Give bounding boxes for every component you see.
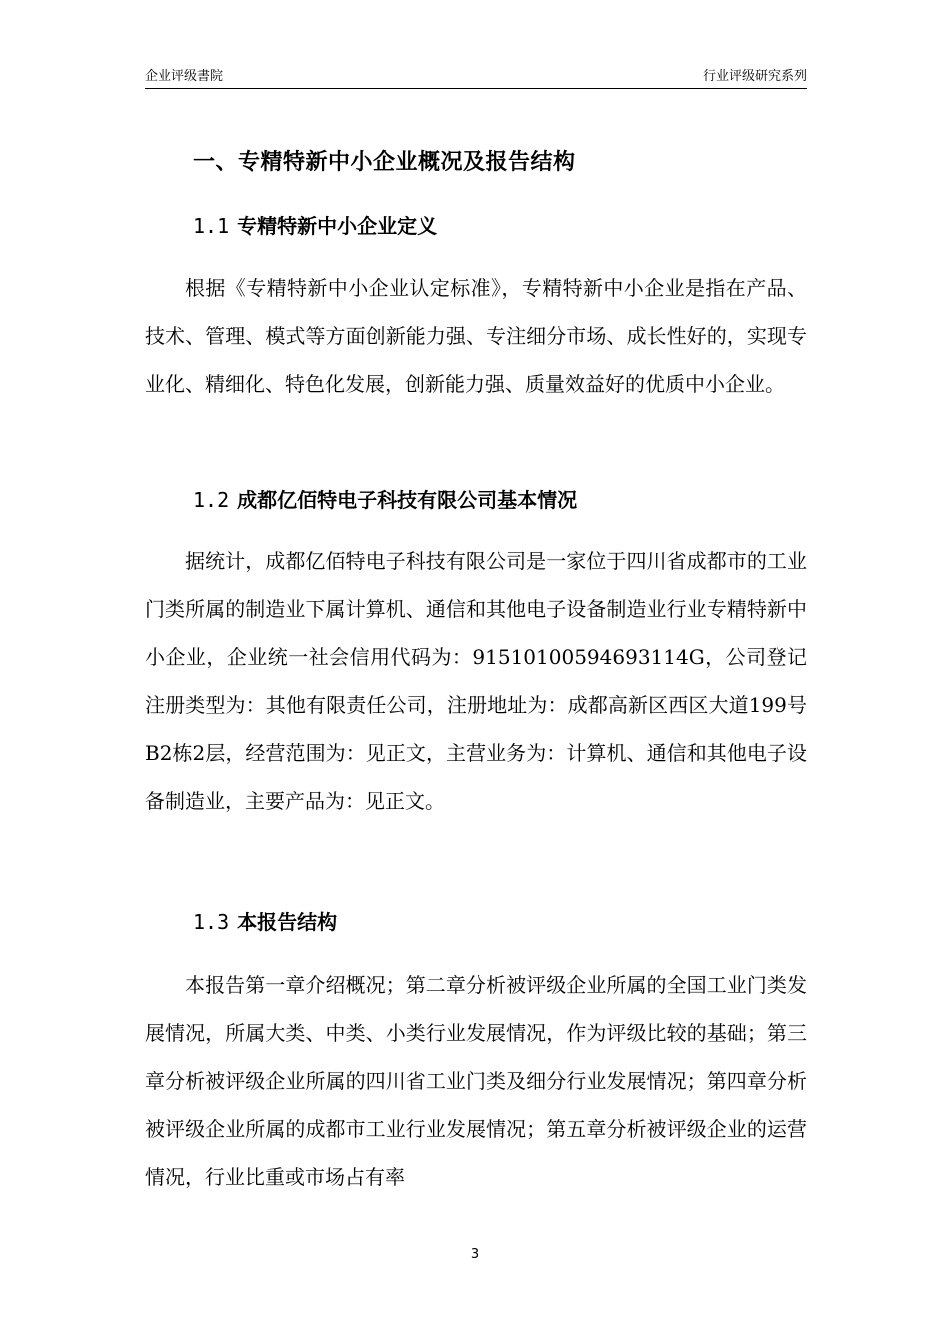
page-number: 3 [470,1247,480,1262]
section-number: 1.2 [193,488,230,512]
section-number: 1.3 [193,910,230,934]
page-header [145,66,807,89]
section-title: 成都亿佰特电子科技有限公司基本情况 [237,488,578,512]
section-heading-1-3 [193,906,337,938]
section-title: 专精特新中小企业定义 [237,214,438,238]
chapter-title: 一、专精特新中小企业概况及报告结构 [193,150,576,175]
section-number: 1.1 [193,214,230,238]
section-paragraph-1-2: 据统计，成都亿佰特电子科技有限公司是一家位于四川省成都市的工业门类所属的制造业下属计算机、通信和其他电子设备制造业行业专精特新中小企业，企业统一社会信用代码为：91510100594693114G，公司登记注册类型为：其他有限责任公司，注册地址为：成都高新区西区大道199号B2栋2层，经营范围为：见正文，主营业务为：计算机、通信和其他电子设备制造业，主要产品为：见正文。 [145,549,807,813]
section-heading-1-2 [193,484,577,516]
section-title: 本报告结构 [237,910,338,934]
header-right-text: 行业评级研究系列 [702,69,807,84]
section-heading-1-1 [193,210,437,242]
section-paragraph-1-1: 根据《专精特新中小企业认定标准》，专精特新中小企业是指在产品、技术、管理、模式等方面创新能力强、专注细分市场、成长性好的，实现专业化、精细化、特色化发展，创新能力强、质量效益好的优质中小企业。 [145,276,807,396]
header-left-text: 企业评级書院 [145,69,224,84]
section-paragraph-1-3: 本报告第一章介绍概况；第二章分析被评级企业所属的全国工业门类发展情况，所属大类、中类、小类行业发展情况，作为评级比较的基础；第三章分析被评级企业所属的四川省工业门类及细分行业发展情况；第四章分析被评级企业所属的成都市工业行业发展情况；第五章分析被评级企业的运营情况，行业比重或市场占有率 [145,973,807,1189]
